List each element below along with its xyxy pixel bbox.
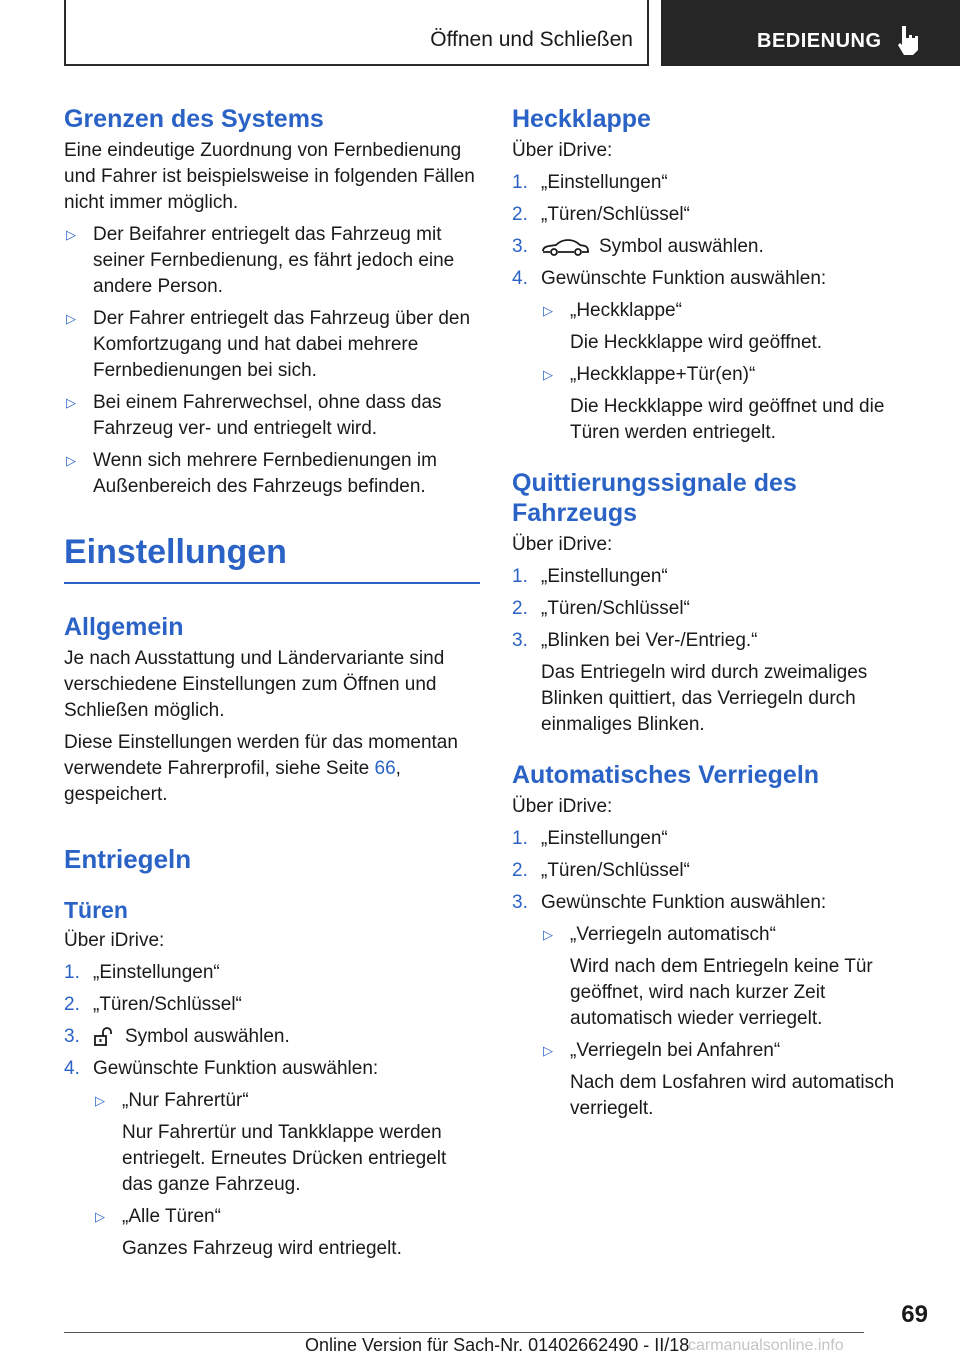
automatisch-steps: [512, 826, 932, 1122]
triangle-bullet-icon: ▷: [543, 1043, 553, 1058]
list-item: ▷ „Verriegeln automatisch“ Wird nach dem Entriegeln keine Tür geöffnet, wird nach kurzer Zeit automatisch wieder verriegelt.: [543, 924, 873, 1029]
list-item: 2. „Türen/Schlüssel“: [64, 994, 242, 1015]
watermark: carmanualsonline.info: [688, 1337, 844, 1354]
list-item: ▷ Bei einem Fahrerwechsel, ohne dass das Fahrzeug ver- und entriegelt wird.: [66, 392, 442, 439]
list-item: ▷ „Nur Fahrertür“ Nur Fahrertür und Tankklappe werden entriegelt. Erneutes Drücken entriegelt das ganze Fahrzeug.: [95, 1090, 447, 1195]
list-item: 4. Gewünschte Funktion auswählen: ▷ „Nur Fahrertür“ Nur Fahrertür und Tankklappe werden entriegelt. Erneutes Drücken entriegelt das ganze Fahrzeug. ▷ „Alle Türen“ Ganzes Fahrzeug wird entriegelt.: [64, 1056, 480, 1262]
list-item: 3. Symbol auswählen.: [64, 1026, 290, 1047]
list-item: 4. Gewünschte Funktion auswählen: ▷ „Heckklappe“ Die Heckklappe wird geöffnet. ▷ „Heckklappe+Tür(en)“ Die Heckklappe wird geöffnet und die Türen werden entriegelt.: [512, 266, 932, 446]
heckklappe-steps: [512, 170, 932, 446]
heading-einstellungen: Einstellungen: [64, 532, 480, 584]
list-item: ▷ Wenn sich mehrere Fernbedienungen im Außenbereich des Fahrzeugs befinden.: [66, 450, 437, 497]
triangle-bullet-icon: ▷: [95, 1209, 105, 1224]
heading-tueren: Türen: [64, 897, 128, 923]
quittierung-intro: Über iDrive:: [512, 534, 613, 555]
header-chapter-box: [661, 0, 960, 66]
page-reference-link[interactable]: 66: [374, 758, 396, 779]
footer-online-version: Online Version für Sach-Nr. 01402662490 - II/18: [305, 1335, 690, 1355]
heckklappe-intro: Über iDrive:: [512, 140, 613, 161]
header-section-box: [64, 0, 649, 66]
heading-allgemein: Allgemein: [64, 613, 184, 641]
allgemein-p1: Je nach Ausstattung und Ländervariante sind verschiedene Einstellungen zum Öffnen und Schließen möglich.: [64, 648, 445, 721]
triangle-bullet-icon: ▷: [543, 927, 553, 942]
left-column: [64, 104, 480, 1268]
section-title: Öffnen und Schließen: [430, 28, 633, 51]
allgemein-p2: Diese Einstellungen werden für das momentan verwendete Fahrerprofil, siehe Seite 66, gespeichert.: [64, 732, 458, 805]
triangle-bullet-icon: ▷: [66, 227, 76, 242]
heading-entriegeln: Entriegeln: [64, 844, 192, 874]
triangle-bullet-icon: ▷: [66, 453, 76, 468]
list-item: 3. Symbol auswählen.: [512, 236, 764, 257]
tueren-intro: Über iDrive:: [64, 930, 165, 951]
triangle-bullet-icon: ▷: [543, 303, 553, 318]
heading-quittierung: Quittierungssignale des Fahrzeugs: [512, 469, 797, 527]
list-item: 1. „Einstellungen“: [512, 828, 668, 849]
automatisch-intro: Über iDrive:: [512, 796, 613, 817]
quittierung-steps: [512, 564, 932, 738]
triangle-bullet-icon: ▷: [66, 395, 76, 410]
footer-divider: [64, 1332, 864, 1333]
triangle-bullet-icon: ▷: [95, 1093, 105, 1108]
tueren-steps: [64, 960, 480, 1262]
heading-automatisch: Automatisches Verriegeln: [512, 761, 820, 789]
hand-pointer-icon: [895, 24, 921, 56]
list-item: ▷ „Heckklappe+Tür(en)“ Die Heckklappe wird geöffnet und die Türen werden entriegelt.: [543, 364, 885, 443]
list-item: 1. „Einstellungen“: [64, 962, 220, 983]
triangle-bullet-icon: ▷: [543, 367, 553, 382]
list-item: ▷ „Heckklappe“ Die Heckklappe wird geöffnet.: [543, 300, 823, 353]
grenzen-list: [64, 222, 480, 500]
list-item: 1. „Einstellungen“: [512, 172, 668, 193]
list-item: ▷ „Alle Türen“ Ganzes Fahrzeug wird entriegelt.: [95, 1206, 402, 1259]
unlock-icon: [93, 1027, 115, 1047]
list-item: ▷ „Verriegeln bei Anfahren“ Nach dem Losfahren wird automatisch verriegelt.: [543, 1040, 895, 1119]
car-icon: [541, 238, 589, 256]
heading-heckklappe: Heckklappe: [512, 105, 651, 133]
list-item: 1. „Einstellungen“: [512, 566, 668, 587]
page-number: 69: [901, 1301, 928, 1328]
list-item: 3. „Blinken bei Ver-/Entrieg.“ Das Entriegeln wird durch zweimaliges Blinken quittiert, das Verriegeln durch einmaliges Blinken.: [512, 628, 932, 738]
chapter-label: BEDIENUNG: [757, 30, 882, 52]
list-item: 3. Gewünschte Funktion auswählen: ▷ „Verriegeln automatisch“ Wird nach dem Entriegeln keine Tür geöffnet, wird nach kurzer Zeit automatisch wieder verriegelt. ▷ „Verriegeln bei Anfahren“ Nach dem Losfahren wird automatisch verriegelt.: [512, 890, 932, 1122]
list-item: ▷ Der Fahrer entriegelt das Fahrzeug über den Komfortzugang und hat dabei mehrere Fernbedienungen bei sich.: [66, 308, 471, 381]
list-item: 2. „Türen/Schlüssel“: [512, 860, 690, 881]
grenzen-intro: Eine eindeutige Zuordnung von Fernbedienung und Fahrer ist beispielsweise in folgenden Fällen nicht immer möglich.: [64, 140, 475, 213]
list-item: 2. „Türen/Schlüssel“: [512, 598, 690, 619]
right-column: [512, 104, 932, 1128]
triangle-bullet-icon: ▷: [66, 311, 76, 326]
quittierung-note: Das Entriegeln wird durch zweimaliges Blinken quittiert, das Verriegeln durch einmaliges Blinken.: [541, 662, 868, 735]
heading-grenzen: Grenzen des Systems: [64, 105, 324, 133]
list-item: 2. „Türen/Schlüssel“: [512, 204, 690, 225]
list-item: ▷ Der Beifahrer entriegelt das Fahrzeug mit seiner Fernbedienung, es fährt jedoch eine andere Person.: [66, 224, 455, 297]
